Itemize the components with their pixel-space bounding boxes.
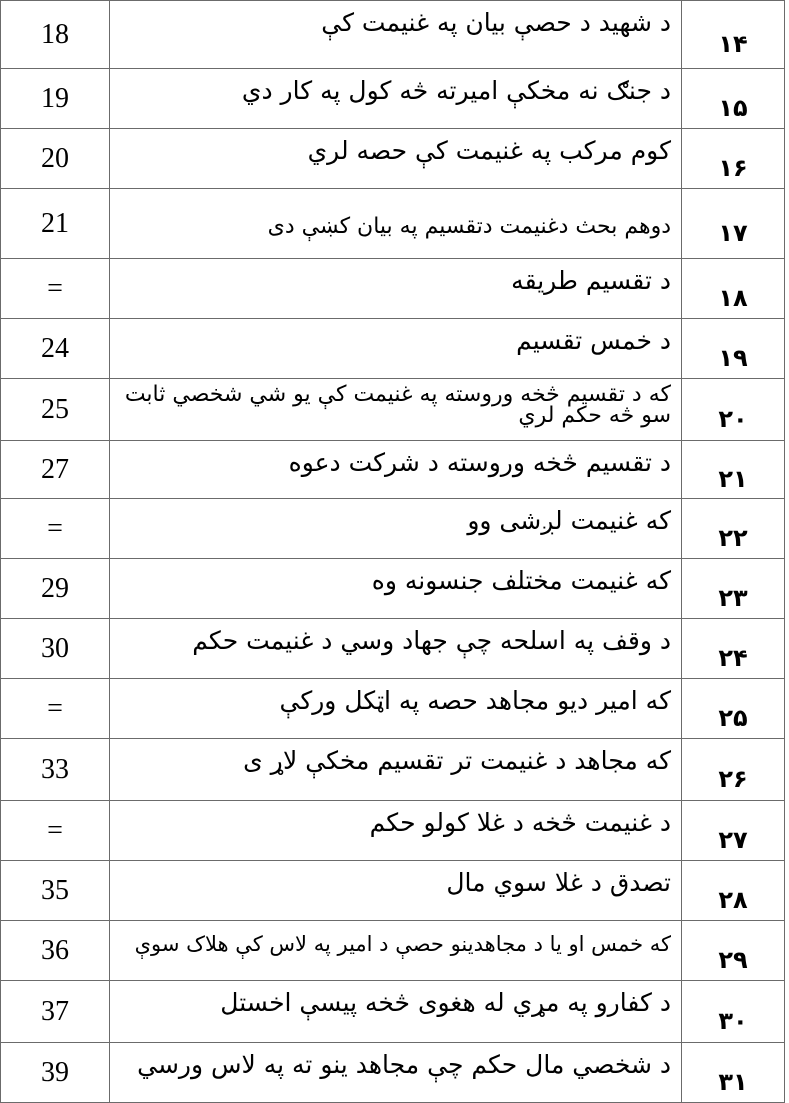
table-row: [1, 259, 785, 319]
page-number: 25: [1, 379, 110, 441]
table-row: [1, 379, 785, 441]
entry-number: ۲۲: [682, 499, 785, 559]
entry-number: ۲۵: [682, 679, 785, 739]
entry-number: ۳۰: [682, 981, 785, 1043]
entry-title: د خمس تقسیم: [110, 319, 682, 379]
page-number: 39: [1, 1043, 110, 1103]
page-number: 18: [1, 1, 110, 69]
table-row: [1, 441, 785, 499]
entry-number: ۲۳: [682, 559, 785, 619]
table-row: [1, 319, 785, 379]
entry-title: که مجاهد د غنیمت تر تقسیم مخکې لاړ ی: [110, 739, 682, 801]
page-number: 36: [1, 921, 110, 981]
entry-title: د شهید د حصې بیان په غنیمت کې: [110, 1, 682, 69]
entry-number: ۲۱: [682, 441, 785, 499]
page-number: 33: [1, 739, 110, 801]
table-row: [1, 801, 785, 861]
entry-title: د جنګ نه مخکې امیرته څه کول په کار دي: [110, 69, 682, 129]
entry-title: که خمس او یا د مجاهدینو حصې د امیر په لاس کې هلاک سوې: [110, 921, 682, 981]
table-row: [1, 1, 785, 69]
entry-title: که غنیمت مختلف جنسونه وه: [110, 559, 682, 619]
table-row: [1, 739, 785, 801]
table-row: [1, 559, 785, 619]
entry-title: که غنیمت لږشی وو: [110, 499, 682, 559]
page-number: 20: [1, 129, 110, 189]
entry-number: ۱۴: [682, 1, 785, 69]
entry-number: ۱۷: [682, 189, 785, 259]
entry-number: ۲۶: [682, 739, 785, 801]
entry-title: د کفارو په مړي له هغوی څخه پیسې اخستل: [110, 981, 682, 1043]
page-number: =: [1, 499, 110, 559]
table-row: [1, 129, 785, 189]
entry-title: تصدق د غلا سوي مال: [110, 861, 682, 921]
table-row: [1, 69, 785, 129]
entry-number: ۱۸: [682, 259, 785, 319]
page-number: 21: [1, 189, 110, 259]
table-row: [1, 1043, 785, 1103]
table-row: [1, 189, 785, 259]
table-row: [1, 679, 785, 739]
entry-number: ۲۰: [682, 379, 785, 441]
entry-title: د تقسیم څخه وروسته د شرکت دعوه: [110, 441, 682, 499]
page-number: 19: [1, 69, 110, 129]
page-number: =: [1, 679, 110, 739]
entry-title: کوم مرکب په غنیمت کې حصه لري: [110, 129, 682, 189]
entry-number: ۲۷: [682, 801, 785, 861]
entry-number: ۲۴: [682, 619, 785, 679]
page-number: 24: [1, 319, 110, 379]
table-row: [1, 499, 785, 559]
entry-number: ۲۸: [682, 861, 785, 921]
page-number: 37: [1, 981, 110, 1043]
page-number: =: [1, 801, 110, 861]
entry-title: که د تقسیم څخه وروسته په غنیمت کې یو شي شخصي ثابت سو څه حکم لري: [110, 379, 682, 441]
table-row: [1, 921, 785, 981]
entry-title: د وقف په اسلحه چې جهاد وسي د غنیمت حکم: [110, 619, 682, 679]
page-number: =: [1, 259, 110, 319]
entry-title: که امیر دیو مجاهد حصه په اټکل ورکې: [110, 679, 682, 739]
table-row: [1, 619, 785, 679]
entry-title: د تقسیم طریقه: [110, 259, 682, 319]
entry-title: د شخصي مال حکم چې مجاهد ینو ته په لاس ورسي: [110, 1043, 682, 1103]
entry-number: ۱۵: [682, 69, 785, 129]
page-number: 30: [1, 619, 110, 679]
page-number: 29: [1, 559, 110, 619]
entry-number: ۱۹: [682, 319, 785, 379]
table-row: [1, 861, 785, 921]
entry-number: ۳۱: [682, 1043, 785, 1103]
entry-title: د غنیمت څخه د غلا کولو حکم: [110, 801, 682, 861]
page-number: 35: [1, 861, 110, 921]
entry-number: ۲۹: [682, 921, 785, 981]
entry-number: ۱۶: [682, 129, 785, 189]
entry-title: دوهم بحث دغنیمت دتقسیم په بیان کښې دی: [110, 189, 682, 259]
table-row: [1, 981, 785, 1043]
page-number: 27: [1, 441, 110, 499]
